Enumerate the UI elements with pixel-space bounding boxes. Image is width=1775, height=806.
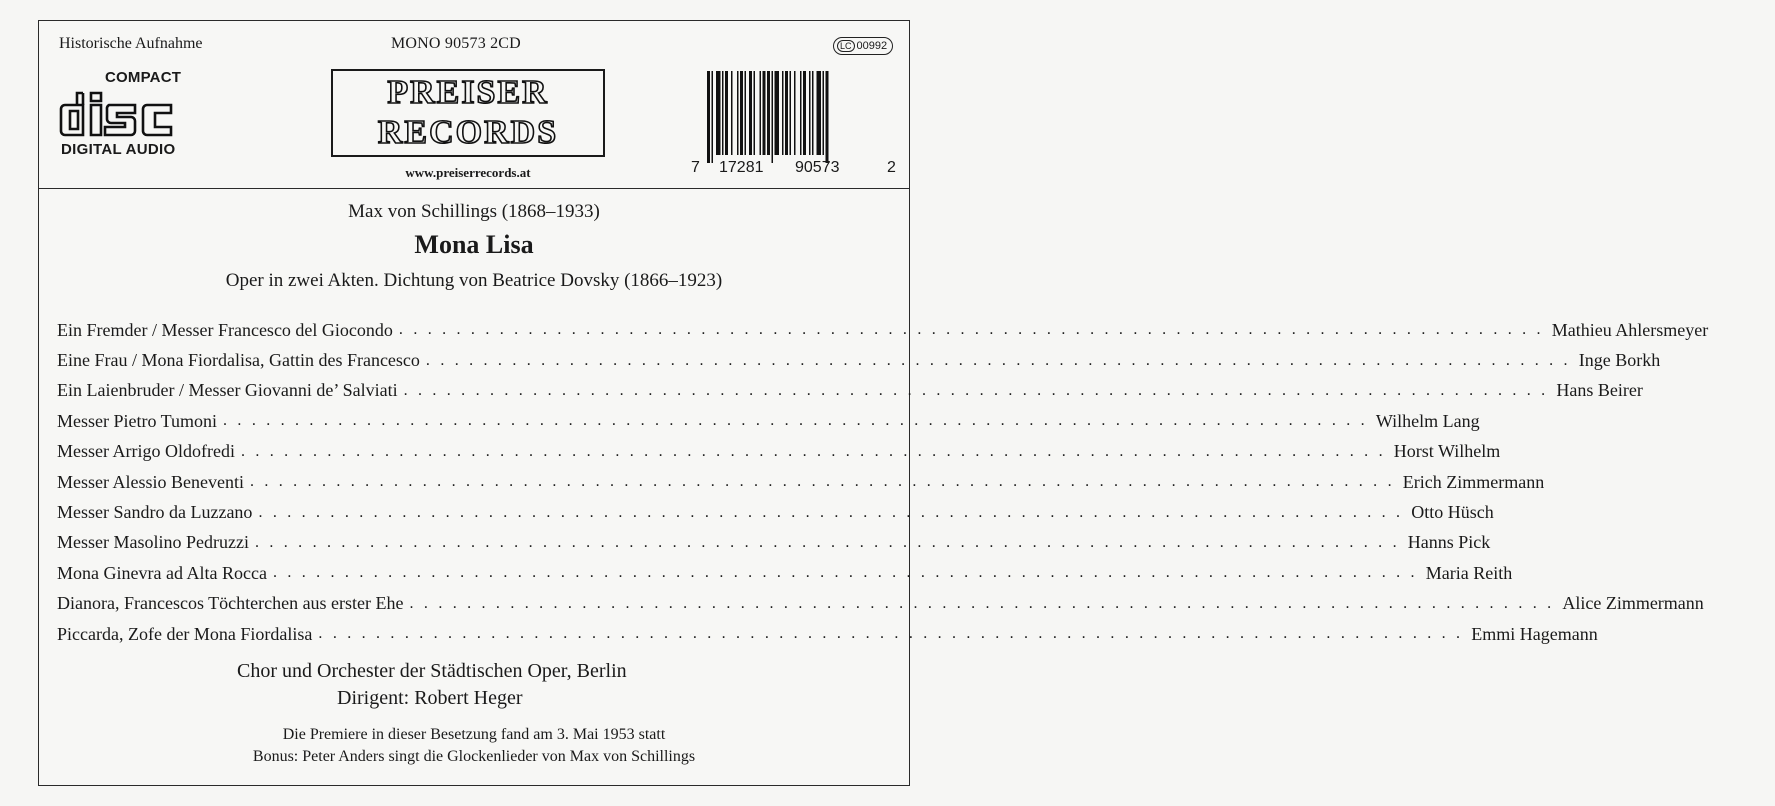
cast-row <box>57 589 1704 619</box>
cast-singer: Otto Hüsch <box>1411 502 1494 523</box>
barcode-bar <box>782 71 784 155</box>
barcode-digit-first: 7 <box>691 159 700 176</box>
cast-singer: Mathieu Ahlersmeyer <box>1551 319 1709 340</box>
barcode-bar <box>754 71 756 155</box>
leader-dots: . . . . . . . . . . . . . . . . . . . . . . . . . . . . . . . . . . . . . . . . . . . . . . . . . . . . . . . . . . . . . . . . . . . . . . . . . . . . . . . . <box>409 594 1555 612</box>
barcode-bar <box>745 71 747 155</box>
cast-role: Ein Laienbruder / Messer Giovanni de’ Salviati <box>57 380 398 401</box>
cast-role: Eine Frau / Mona Fiordalisa, Gattin des Francesco <box>57 350 420 371</box>
leader-dots: . . . . . . . . . . . . . . . . . . . . . . . . . . . . . . . . . . . . . . . . . . . . . . . . . . . . . . . . . . . . . . . . . . . . . . . . . . . . . . . . <box>403 381 1549 399</box>
barcode-bar <box>812 71 814 155</box>
leader-dots: . . . . . . . . . . . . . . . . . . . . . . . . . . . . . . . . . . . . . . . . . . . . . . . . . . . . . . . . . . . . . . . . . . . . . . . . . . . . . . . . <box>254 533 1400 551</box>
digital-audio-text: DIGITAL AUDIO <box>61 141 176 158</box>
cast-row <box>57 345 1661 375</box>
cast-row <box>57 437 1501 467</box>
barcode-bar <box>731 71 733 155</box>
cast-role: Messer Sandro da Luzzano <box>57 502 253 523</box>
leader-dots: . . . . . . . . . . . . . . . . . . . . . . . . . . . . . . . . . . . . . . . . . . . . . . . . . . . . . . . . . . . . . . . . . . . . . . . . . . . . . . . . <box>318 625 1464 643</box>
cast-role: Mona Ginevra ad Alta Rocca <box>57 562 267 583</box>
barcode-bar <box>722 71 724 155</box>
cast-role: Messer Alessio Beneventi <box>57 471 244 492</box>
cast-row <box>57 558 1513 588</box>
barcode-bar <box>794 71 796 155</box>
cast-role: Ein Fremder / Messer Francesco del Giocondo <box>57 319 393 340</box>
cast-singer: Wilhelm Lang <box>1375 410 1480 431</box>
barcode-bar <box>763 71 766 155</box>
leader-dots: . . . . . . . . . . . . . . . . . . . . . . . . . . . . . . . . . . . . . . . . . . . . . . . . . . . . . . . . . . . . . . . . . . . . . . . . . . . . . . . . <box>398 321 1544 339</box>
header-band <box>39 21 909 189</box>
barcode-group-1: 17281 <box>719 159 764 176</box>
barcode-bar <box>707 71 710 163</box>
preiser-logo-line2: RECORDS <box>377 114 559 151</box>
label-code-number: 00992 <box>856 40 888 52</box>
barcode-digit-last: 2 <box>887 159 896 176</box>
preiser-records-logo <box>331 69 605 157</box>
cast-singer: Emmi Hagemann <box>1471 623 1598 644</box>
cast-row <box>57 528 1491 558</box>
barcode-bar <box>790 71 792 155</box>
cast-singer: Maria Reith <box>1425 562 1513 583</box>
website-url: www.preiserrecords.at <box>405 165 531 180</box>
cast-singer: Hans Beirer <box>1556 380 1643 401</box>
barcode-bar <box>767 71 770 155</box>
opera-subtitle: Oper in zwei Akten. Dichtung von Beatrice Dovsky (1866–1923) <box>225 270 723 291</box>
leader-dots: . . . . . . . . . . . . . . . . . . . . . . . . . . . . . . . . . . . . . . . . . . . . . . . . . . . . . . . . . . . . . . . . . . . . . . . . . . . . . . . . <box>249 473 1395 491</box>
barcode-bars-icon <box>705 71 885 163</box>
disc-logo-icon <box>61 73 201 145</box>
barcode-bar <box>775 71 780 155</box>
bonus-note: Bonus: Peter Anders singt die Glockenlieder von Max von Schillings <box>252 748 696 765</box>
barcode-bar <box>803 71 806 155</box>
cast-row <box>57 619 1598 649</box>
cast-row <box>57 497 1494 527</box>
preiser-logo-line1: PREISER <box>387 74 549 111</box>
barcode-group-2: 90573 <box>795 159 840 176</box>
barcode-bar <box>800 71 802 155</box>
barcode-bar <box>716 71 721 155</box>
cast-row <box>57 406 1480 436</box>
leader-dots: . . . . . . . . . . . . . . . . . . . . . . . . . . . . . . . . . . . . . . . . . . . . . . . . . . . . . . . . . . . . . . . . . . . . . . . . . . . . . . . . <box>223 412 1368 430</box>
barcode-bar <box>737 71 739 155</box>
leader-dots: . . . . . . . . . . . . . . . . . . . . . . . . . . . . . . . . . . . . . . . . . . . . . . . . . . . . . . . . . . . . . . . . . . . . . . . . . . . . . . . . <box>272 564 1418 582</box>
cast-role: Messer Arrigo Oldofredi <box>57 441 235 462</box>
barcode <box>687 67 899 187</box>
barcode-bar <box>826 71 829 163</box>
cast-row <box>57 315 1709 345</box>
leader-dots: . . . . . . . . . . . . . . . . . . . . . . . . . . . . . . . . . . . . . . . . . . . . . . . . . . . . . . . . . . . . . . . . . . . . . . . . . . . . . . . . <box>258 503 1404 521</box>
opera-title: Mona Lisa <box>414 230 534 259</box>
barcode-bar <box>785 71 788 155</box>
barcode-bar <box>817 71 822 155</box>
barcode-bar <box>712 71 714 163</box>
cast-role: Messer Masolino Pedruzzi <box>57 532 249 553</box>
barcode-bar <box>725 71 728 155</box>
back-cover-frame <box>38 20 1709 786</box>
cast-row <box>57 376 1643 406</box>
label-code-mark: LC <box>837 40 855 52</box>
cast-role: Dianora, Francescos Töchterchen aus erster Ehe <box>57 593 404 614</box>
cast-list <box>57 315 1709 649</box>
cast-row <box>57 467 1545 497</box>
cast-singer: Horst Wilhelm <box>1393 441 1501 462</box>
composer-line: Max von Schillings (1868–1933) <box>348 201 600 222</box>
barcode-bar <box>809 71 811 155</box>
barcode-bar <box>823 71 825 155</box>
label-code <box>833 37 893 55</box>
leader-dots: . . . . . . . . . . . . . . . . . . . . . . . . . . . . . . . . . . . . . . . . . . . . . . . . . . . . . . . . . . . . . . . . . . . . . . . . . . . . . . . . <box>240 442 1386 460</box>
compact-text: COMPACT <box>105 69 182 86</box>
cast-singer: Erich Zimmermann <box>1402 471 1545 492</box>
cast-role: Messer Pietro Tumoni <box>57 410 218 431</box>
catalog-number: MONO 90573 2CD <box>391 35 521 52</box>
conductor: Dirigent: Robert Heger <box>337 687 523 709</box>
cast-role: Piccarda, Zofe der Mona Fiordalisa <box>57 623 313 644</box>
premiere-note: Die Premiere in dieser Besetzung fand am 3. Mai 1953 statt <box>282 726 666 743</box>
barcode-bar <box>760 71 762 155</box>
cast-singer: Inge Borkh <box>1578 350 1661 371</box>
barcode-bar <box>740 71 743 155</box>
leader-dots: . . . . . . . . . . . . . . . . . . . . . . . . . . . . . . . . . . . . . . . . . . . . . . . . . . . . . . . . . . . . . . . . . . . . . . . . . . . . . . . . <box>425 351 1571 369</box>
barcode-bar <box>772 71 774 163</box>
barcode-bar <box>749 71 752 155</box>
cast-singer: Alice Zimmermann <box>1562 593 1704 614</box>
historical-recording-label: Historische Aufnahme <box>59 35 203 52</box>
compact-disc-logo <box>61 69 203 159</box>
chorus-orchestra: Chor und Orchester der Städtischen Oper, Berlin <box>237 660 627 682</box>
cast-singer: Hanns Pick <box>1407 532 1491 553</box>
